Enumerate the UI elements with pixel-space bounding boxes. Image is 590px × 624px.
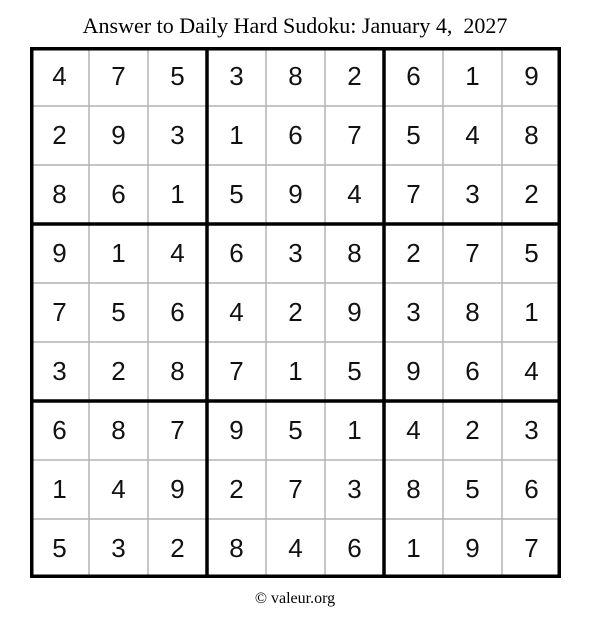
sudoku-cell[interactable]: 7: [111, 61, 126, 91]
sudoku-cell[interactable]: 4: [406, 415, 421, 445]
sudoku-cell[interactable]: 3: [170, 120, 185, 150]
sudoku-cell[interactable]: 8: [524, 120, 539, 150]
sudoku-cell[interactable]: 8: [465, 297, 480, 327]
sudoku-cell[interactable]: 7: [347, 120, 362, 150]
sudoku-cell[interactable]: 7: [524, 533, 539, 563]
sudoku-cell[interactable]: 2: [229, 474, 244, 504]
sudoku-cell[interactable]: 4: [347, 179, 362, 209]
sudoku-cell[interactable]: 3: [229, 61, 244, 91]
sudoku-cell[interactable]: 5: [229, 179, 244, 209]
sudoku-cell[interactable]: 6: [406, 61, 421, 91]
sudoku-cell[interactable]: 4: [524, 356, 539, 386]
sudoku-cell[interactable]: 7: [229, 356, 244, 386]
sudoku-cell[interactable]: 9: [52, 238, 67, 268]
sudoku-cell[interactable]: 6: [288, 120, 303, 150]
sudoku-cell[interactable]: 2: [111, 356, 126, 386]
sudoku-cell[interactable]: 8: [52, 179, 67, 209]
sudoku-cell[interactable]: 6: [111, 179, 126, 209]
sudoku-cell[interactable]: 7: [170, 415, 185, 445]
sudoku-cell[interactable]: 7: [288, 474, 303, 504]
sudoku-cell[interactable]: 6: [524, 474, 539, 504]
sudoku-cell[interactable]: 7: [465, 238, 480, 268]
sudoku-cell[interactable]: 5: [111, 297, 126, 327]
sudoku-cell[interactable]: 6: [170, 297, 185, 327]
sudoku-cell[interactable]: 2: [288, 297, 303, 327]
sudoku-cell[interactable]: 9: [524, 61, 539, 91]
sudoku-cell[interactable]: 8: [288, 61, 303, 91]
copyright-footer: © valeur.org: [254, 590, 336, 607]
sudoku-cell[interactable]: 6: [347, 533, 362, 563]
sudoku-cell[interactable]: 4: [52, 61, 67, 91]
sudoku-cell[interactable]: 4: [465, 120, 480, 150]
sudoku-cell[interactable]: 1: [288, 356, 303, 386]
sudoku-cell[interactable]: 2: [52, 120, 67, 150]
sudoku-cell[interactable]: 5: [465, 474, 480, 504]
sudoku-cell[interactable]: 1: [465, 61, 480, 91]
sudoku-cell[interactable]: 7: [52, 297, 67, 327]
sudoku-cell[interactable]: 3: [52, 356, 67, 386]
sudoku-cell[interactable]: 2: [347, 61, 362, 91]
sudoku-cell[interactable]: 8: [347, 238, 362, 268]
sudoku-cell[interactable]: 1: [170, 179, 185, 209]
sudoku-cell[interactable]: 4: [229, 297, 244, 327]
sudoku-cell[interactable]: 5: [52, 533, 67, 563]
sudoku-cell[interactable]: 3: [347, 474, 362, 504]
sudoku-cell[interactable]: 1: [229, 120, 244, 150]
sudoku-cell[interactable]: 8: [170, 356, 185, 386]
sudoku-cell[interactable]: 9: [465, 533, 480, 563]
sudoku-cell[interactable]: 3: [465, 179, 480, 209]
sudoku-cell[interactable]: 6: [52, 415, 67, 445]
sudoku-cell[interactable]: 5: [170, 61, 185, 91]
sudoku-cell[interactable]: 1: [52, 474, 67, 504]
sudoku-cell[interactable]: 8: [111, 415, 126, 445]
sudoku-cell[interactable]: 5: [406, 120, 421, 150]
sudoku-cell[interactable]: 1: [406, 533, 421, 563]
sudoku-cell[interactable]: 7: [406, 179, 421, 209]
sudoku-cell[interactable]: 5: [524, 238, 539, 268]
sudoku-cell[interactable]: 3: [111, 533, 126, 563]
sudoku-cell[interactable]: 4: [111, 474, 126, 504]
sudoku-cell[interactable]: 3: [406, 297, 421, 327]
sudoku-cell[interactable]: 9: [229, 415, 244, 445]
sudoku-cell[interactable]: 5: [288, 415, 303, 445]
sudoku-cell[interactable]: 1: [111, 238, 126, 268]
sudoku-cell[interactable]: 9: [170, 474, 185, 504]
sudoku-cell[interactable]: 6: [229, 238, 244, 268]
sudoku-cell[interactable]: 1: [524, 297, 539, 327]
sudoku-cell[interactable]: 2: [524, 179, 539, 209]
sudoku-cell[interactable]: 9: [288, 179, 303, 209]
sudoku-cell[interactable]: 9: [406, 356, 421, 386]
cell-grid: [30, 47, 561, 578]
sudoku-cell[interactable]: 6: [465, 356, 480, 386]
sudoku-cell[interactable]: 2: [465, 415, 480, 445]
sudoku-cell[interactable]: 8: [229, 533, 244, 563]
sudoku-board: [30, 47, 561, 578]
sudoku-cell[interactable]: 8: [406, 474, 421, 504]
sudoku-cell[interactable]: 9: [111, 120, 126, 150]
sudoku-cell[interactable]: 4: [170, 238, 185, 268]
sudoku-cell[interactable]: 9: [347, 297, 362, 327]
sudoku-cell[interactable]: 2: [170, 533, 185, 563]
sudoku-cell[interactable]: 5: [347, 356, 362, 386]
page-title: Answer to Daily Hard Sudoku: January 4, 2027: [82, 13, 508, 38]
sudoku-cell[interactable]: 2: [406, 238, 421, 268]
sudoku-cell[interactable]: 4: [288, 533, 303, 563]
sudoku-cell[interactable]: 3: [288, 238, 303, 268]
sudoku-cell[interactable]: 1: [347, 415, 362, 445]
sudoku-cell[interactable]: 3: [524, 415, 539, 445]
